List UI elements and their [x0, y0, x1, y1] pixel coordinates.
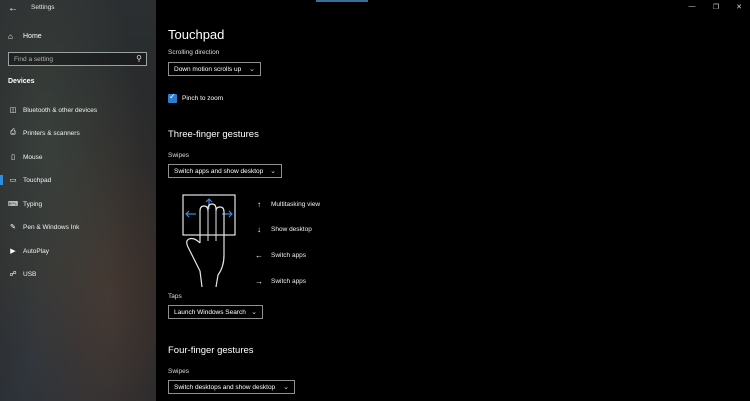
maximize-icon[interactable]: ❐	[712, 4, 720, 11]
printer-icon: ⎙	[10, 129, 16, 136]
search-icon[interactable]: ⚲	[136, 54, 142, 63]
three-finger-swipes-dropdown[interactable]	[168, 164, 282, 178]
selected-indicator	[0, 175, 3, 185]
sidebar-item-autoplay[interactable]	[0, 244, 156, 258]
sidebar-item-label: Bluetooth & other devices	[23, 106, 98, 114]
sidebar-item-printers[interactable]	[0, 126, 156, 140]
chevron-down-icon: ⌄	[251, 309, 257, 316]
gesture-label: Switch apps	[271, 277, 307, 285]
home-link[interactable]	[8, 30, 42, 42]
four-finger-heading: Four-finger gestures	[168, 345, 254, 356]
three-finger-taps-value: Launch Windows Search	[174, 308, 246, 316]
scrolling-direction-dropdown[interactable]	[168, 62, 261, 76]
sidebar	[0, 0, 156, 401]
sidebar-item-label: Touchpad	[23, 176, 52, 184]
chevron-down-icon: ⌄	[283, 384, 289, 391]
arrow-left-icon: ←	[255, 250, 263, 260]
autoplay-icon: ▶	[10, 248, 16, 255]
sidebar-item-touchpad[interactable]	[0, 173, 156, 187]
checkmark-icon: ✓	[169, 92, 176, 101]
sidebar-item-label: Mouse	[23, 153, 43, 161]
gesture-row-up	[254, 198, 321, 210]
home-label: Home	[23, 32, 42, 40]
gesture-label: Switch apps	[271, 251, 307, 259]
sidebar-item-mouse[interactable]	[0, 150, 156, 164]
sidebar-item-pen[interactable]	[0, 220, 156, 234]
sidebar-item-usb[interactable]	[0, 267, 156, 281]
three-finger-heading: Three-finger gestures	[168, 129, 259, 140]
page-title: Touchpad	[168, 27, 225, 42]
sidebar-item-typing[interactable]	[0, 197, 156, 211]
titlebar-left	[0, 0, 156, 18]
pinch-to-zoom-checkbox[interactable]	[168, 94, 177, 103]
three-finger-taps-label: Taps	[168, 293, 182, 300]
sidebar-item-label: AutoPlay	[23, 247, 50, 255]
three-finger-swipes-label: Swipes	[168, 152, 189, 159]
usb-icon: ☍	[9, 271, 17, 278]
search-placeholder: Find a setting	[14, 56, 54, 63]
chevron-down-icon: ⌄	[270, 168, 276, 175]
three-finger-hand-illustration	[180, 193, 238, 289]
home-icon: ⌂	[8, 31, 13, 41]
gesture-row-left	[254, 249, 307, 261]
bluetooth-icon: ◫	[9, 107, 17, 114]
sidebar-section-title: Devices	[8, 78, 35, 85]
three-finger-swipes-value: Switch apps and show desktop	[174, 167, 264, 175]
close-icon[interactable]: ✕	[736, 4, 742, 11]
touchpad-icon: ▭	[9, 177, 17, 184]
mouse-icon: ▯	[11, 154, 15, 161]
sidebar-item-label: Printers & scanners	[23, 129, 80, 137]
four-finger-swipes-value: Switch desktops and show desktop	[174, 383, 276, 391]
gesture-label: Multitasking view	[271, 200, 321, 208]
scrolling-direction-label: Scrolling direction	[168, 49, 220, 56]
sidebar-item-bluetooth[interactable]	[0, 103, 156, 117]
sidebar-item-label: USB	[23, 270, 37, 278]
three-finger-taps-dropdown[interactable]	[168, 305, 263, 319]
back-arrow-icon[interactable]: ←	[8, 3, 18, 14]
chevron-down-icon: ⌄	[249, 66, 255, 73]
arrow-down-icon: ↓	[257, 224, 261, 234]
app-title: Settings	[31, 4, 55, 11]
main-content	[156, 0, 750, 401]
pen-icon: ✎	[10, 224, 16, 231]
gesture-row-right	[254, 275, 307, 287]
keyboard-icon: ⌨	[8, 201, 19, 208]
minimize-icon[interactable]: —	[688, 3, 696, 10]
scrolling-direction-value: Down motion scrolls up	[174, 65, 242, 73]
sidebar-item-label: Pen & Windows Ink	[23, 223, 80, 231]
sidebar-item-label: Typing	[23, 200, 43, 208]
search-input[interactable]	[8, 52, 147, 66]
gesture-label: Show desktop	[271, 225, 312, 233]
four-finger-swipes-dropdown[interactable]	[168, 380, 295, 394]
arrow-up-icon: ↑	[257, 199, 261, 209]
four-finger-swipes-label: Swipes	[168, 368, 189, 375]
pinch-to-zoom-label: Pinch to zoom	[182, 95, 224, 102]
arrow-right-icon: →	[255, 276, 263, 286]
gesture-row-down	[254, 223, 312, 235]
